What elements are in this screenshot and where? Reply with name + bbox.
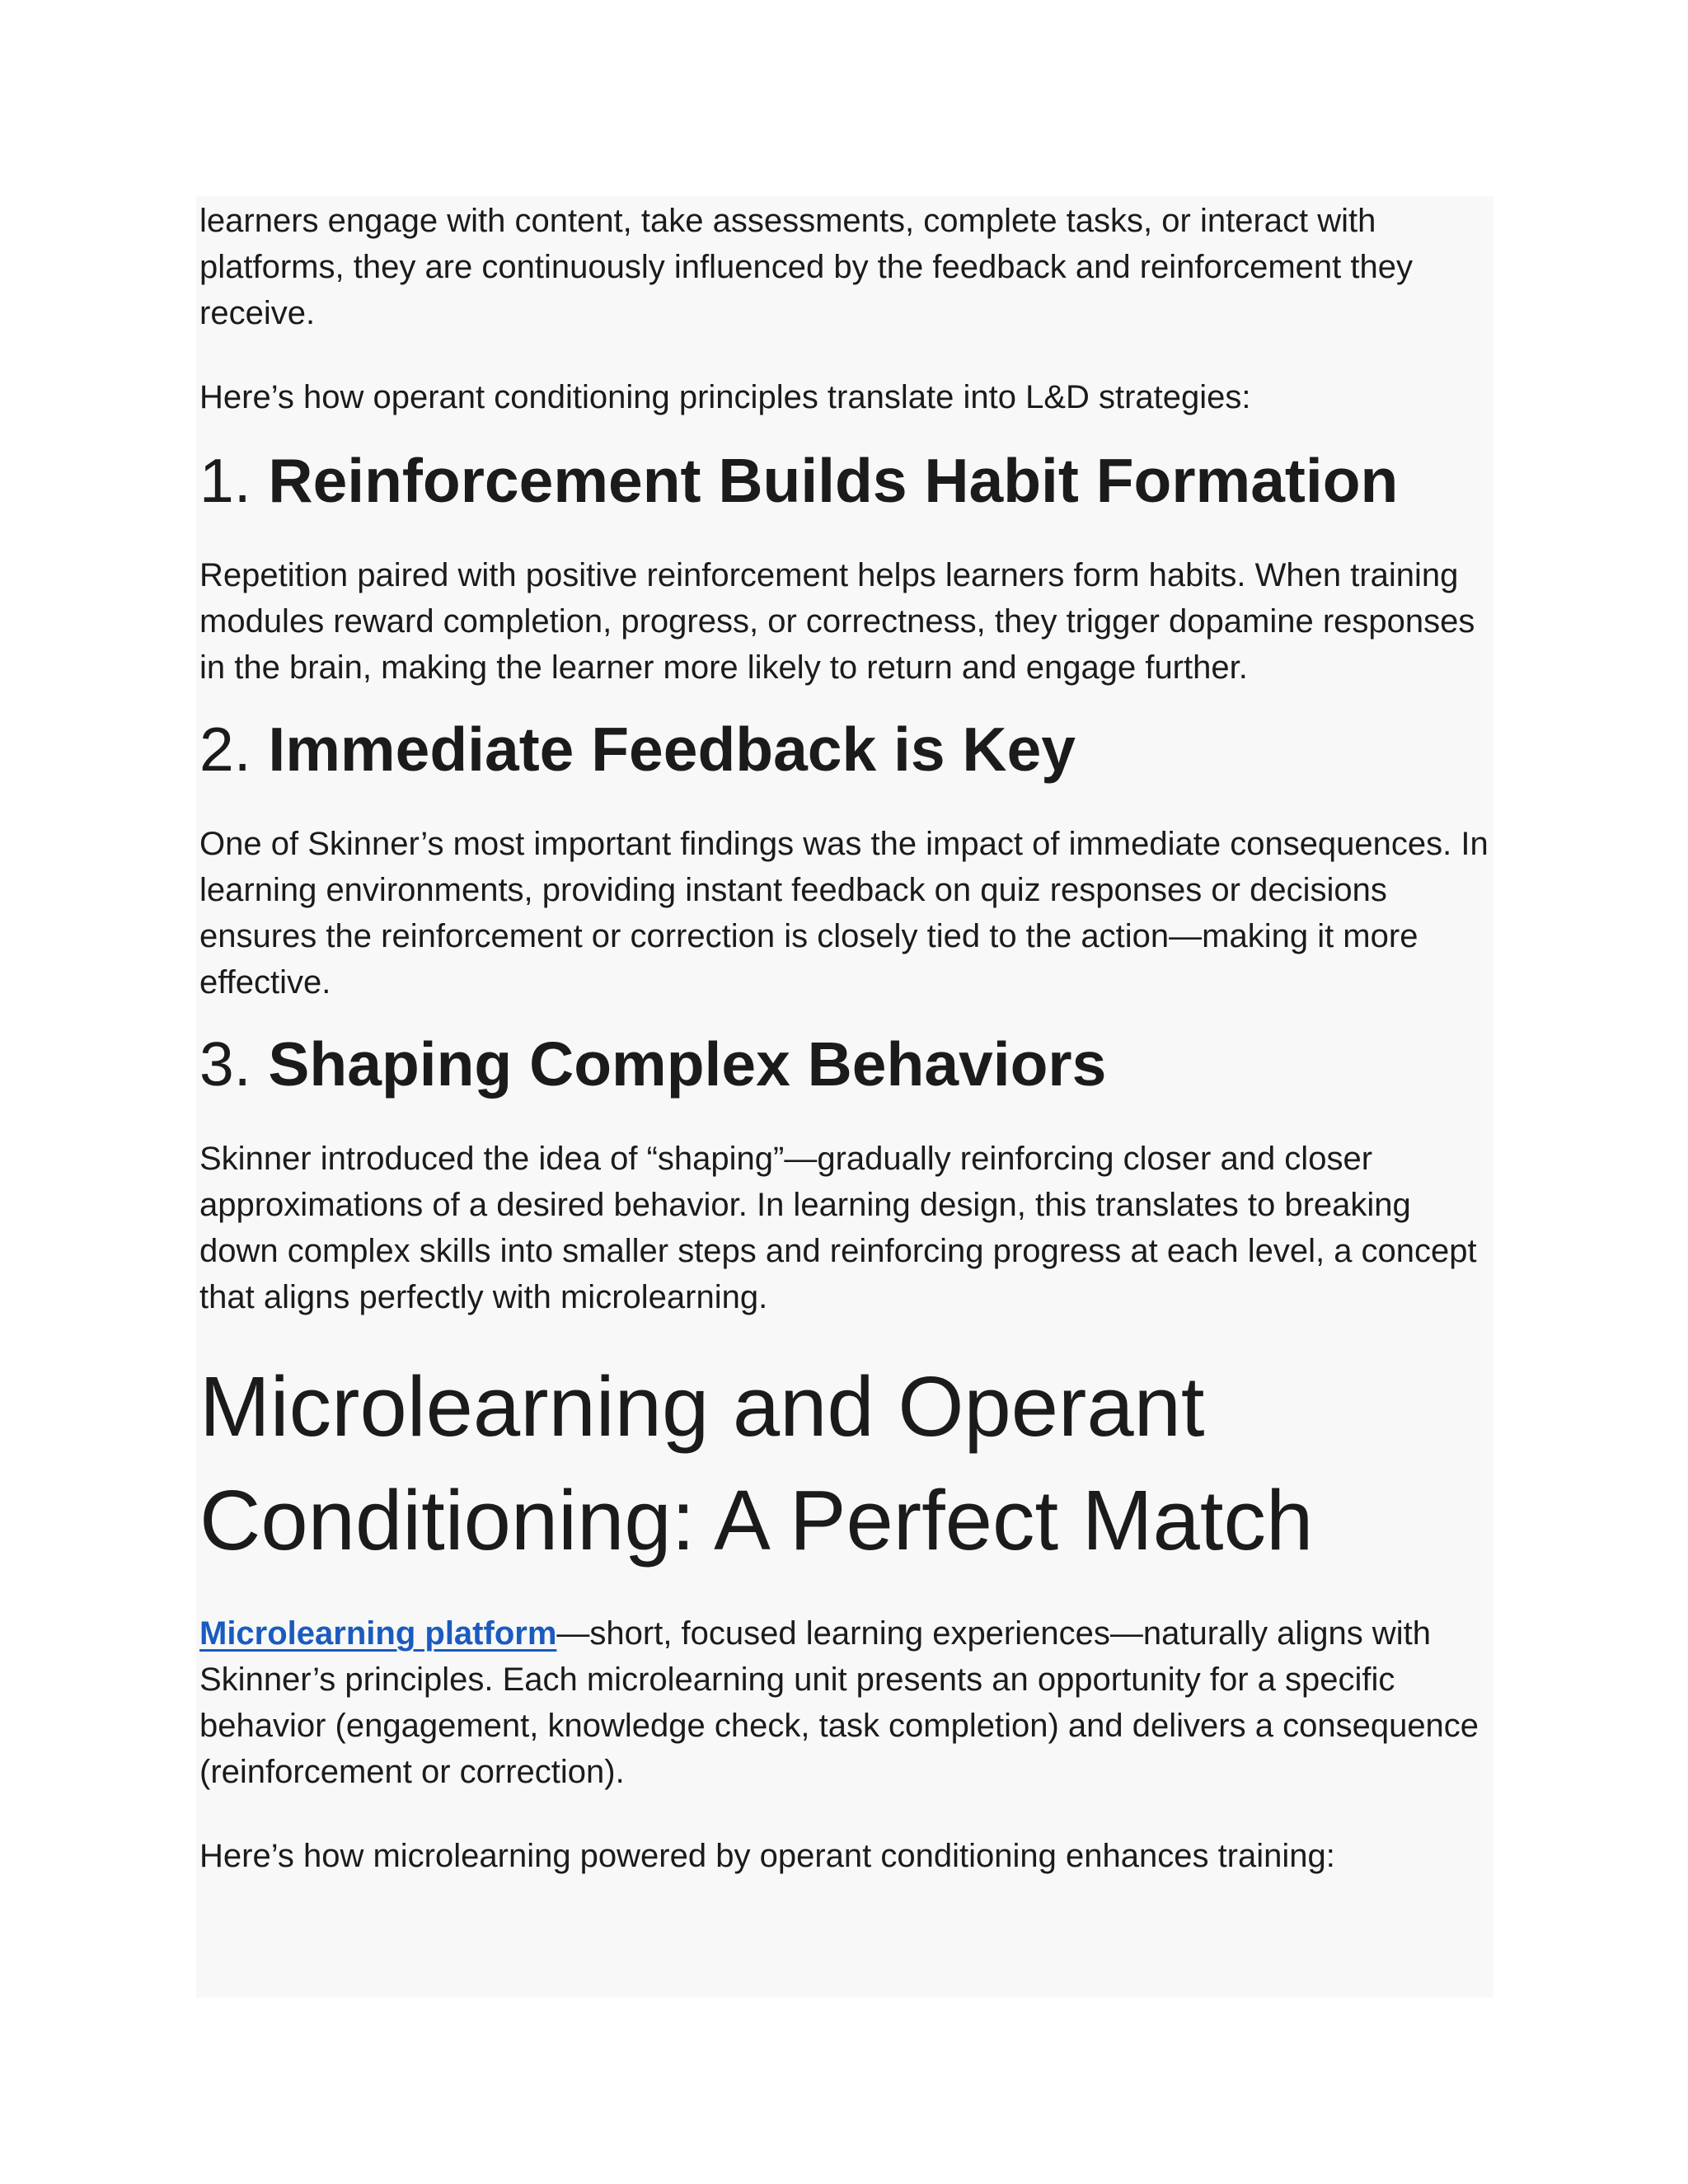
section-body-1: Repetition paired with positive reinforcement helps learners form habits. When training modules reward completion, progress, or correctness, they trigger dopamine responses in the brain, making the learner more likely to return and engage further. — [199, 557, 1475, 686]
section-heading-3 — [199, 1029, 1490, 1099]
section-title-3: Shaping Complex Behaviors — [268, 1029, 1107, 1099]
section-heading-1 — [199, 445, 1490, 516]
major-body-text: —short, focused learning experiences—naturally aligns with Skinner’s principles. Each microlearning unit presents an opportunity for a specific behavior (engagement, knowledge check, task completion) and delivers a consequence (reinforcement or correction). — [199, 1615, 1479, 1790]
section-number-1: 1. — [199, 446, 251, 515]
major-heading: Microlearning and Operant Conditioning: A Perfect Match — [199, 1359, 1314, 1568]
section-body-2: One of Skinner’s most important findings was the impact of immediate consequences. In learning environments, providing instant feedback on quiz responses or decisions ensures the reinforcement or correction is closely tied to the action—making it more effective. — [199, 826, 1489, 1001]
section-heading-2 — [199, 714, 1490, 785]
major-lead: Here’s how microlearning powered by operant conditioning enhances training: — [199, 1838, 1335, 1874]
microlearning-platform-link[interactable]: Microlearning platform — [199, 1615, 557, 1652]
document-content — [196, 196, 1493, 1998]
intro-lead: Here’s how operant conditioning principles translate into L&D strategies: — [199, 379, 1251, 415]
major-body — [199, 1610, 1490, 1795]
section-body-3: Skinner introduced the idea of “shaping”—gradually reinforcing closer and closer approximations of a desired behavior. In learning design, this translates to breaking down complex skills into smaller steps and reinforcing progress at each level, a concept that aligns perfectly with microlearning. — [199, 1141, 1477, 1315]
intro-continuation: learners engage with content, take assessments, complete tasks, or interact with platforms, they are continuously influenced by the feedback and reinforcement they receive. — [199, 203, 1413, 331]
section-title-1: Reinforcement Builds Habit Formation — [268, 446, 1399, 515]
section-number-2: 2. — [199, 715, 251, 784]
section-title-2: Immediate Feedback is Key — [268, 715, 1076, 784]
section-number-3: 3. — [199, 1029, 251, 1099]
